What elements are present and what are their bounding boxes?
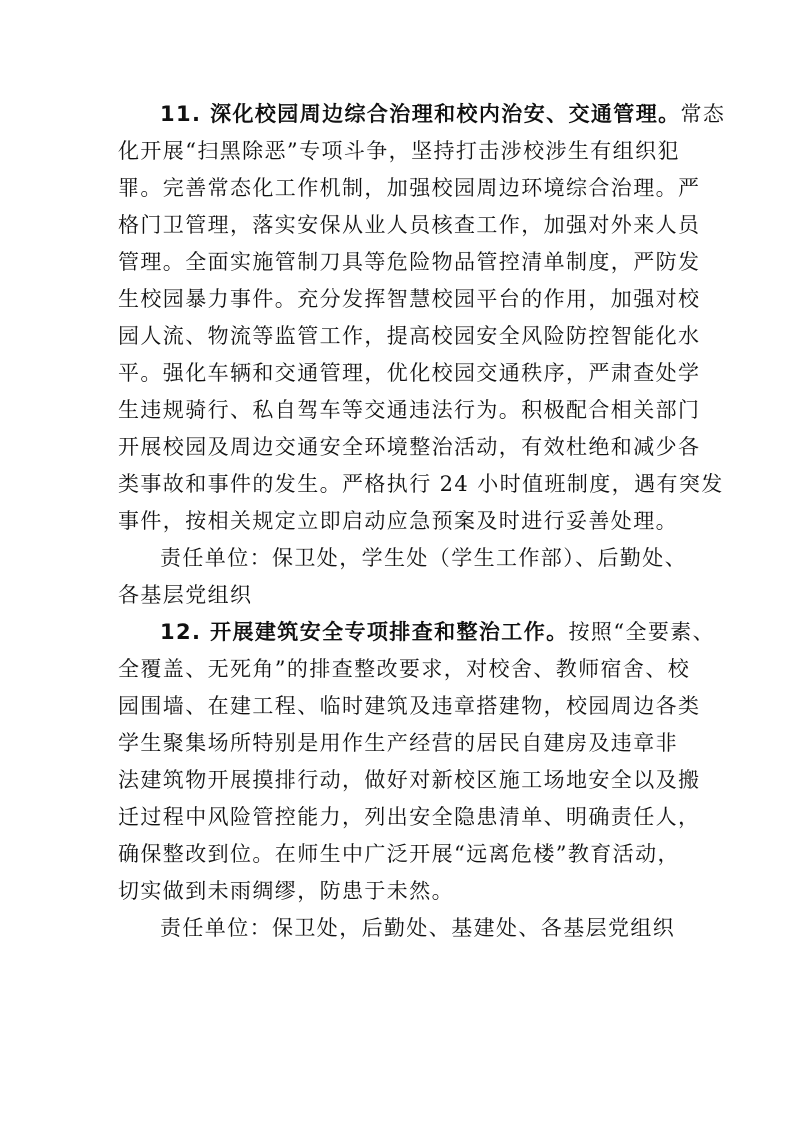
paragraph-line: 法建筑物开展摸排行动，做好对新校区施工场地安全以及搬 xyxy=(118,768,701,792)
paragraph-line: 全覆盖、无死角”的排查整改要求，对校舍、教师宿舍、校 xyxy=(118,657,691,681)
paragraph-line: 开展校园及周边交通安全环境整治活动，有效杜绝和减少各 xyxy=(118,435,701,459)
document-body xyxy=(118,96,726,947)
paragraph-line: 确保整改到位。在师生中广泛开展“远离危楼”教育活动， xyxy=(118,842,680,866)
responsibility-line: 责任单位：保卫处，学生处（学生工作部）、后勤处、 xyxy=(160,546,688,570)
paragraph-line: 平。强化车辆和交通管理，优化校园交通秩序，严肃查处学 xyxy=(118,361,701,385)
responsibility-line: 各基层党组织 xyxy=(118,583,253,607)
paragraph-line: 管理。全面实施管制刀具等危险物品管控清单制度，严防发 xyxy=(118,250,701,274)
section-heading: 11. 深化校园周边综合治理和校内治安、交通管理。 xyxy=(160,102,681,126)
responsibility-line: 责任单位：保卫处，后勤处、基建处、各基层党组织 xyxy=(160,916,676,940)
paragraph-line: 切实做到未雨绸缪，防患于未然。 xyxy=(118,879,454,903)
paragraph-line: 学生聚集场所特别是用作生产经营的居民自建房及违章非 xyxy=(118,731,678,755)
paragraph-line: 生校园暴力事件。充分发挥智慧校园平台的作用，加强对校 xyxy=(118,287,701,311)
paragraph-line: 类事故和事件的发生。严格执行 24 小时值班制度，遇有突发 xyxy=(118,472,724,496)
paragraph-line xyxy=(118,96,726,133)
paragraph-line: 园围墙、在建工程、临时建筑及违章搭建物，校园周边各类 xyxy=(118,694,701,718)
paragraph-line: 事件，按相关规定立即启动应急预案及时进行妥善处理。 xyxy=(118,509,678,533)
paragraph-line: 格门卫管理，落实安保从业人员核查工作，加强对外来人员 xyxy=(118,213,701,237)
paragraph-line: 园人流、物流等监管工作，提高校园安全风险防控智能化水 xyxy=(118,324,701,348)
paragraph-line: 迁过程中风险管控能力，列出安全隐患清单、明确责任人， xyxy=(118,805,701,829)
body-text: 常态 xyxy=(680,102,726,126)
paragraph-line: 罪。完善常态化工作机制，加强校园周边环境综合治理。严 xyxy=(118,176,701,200)
section-12 xyxy=(118,614,716,947)
paragraph-line: 生违规骑行、私自驾车等交通违法行为。积极配合相关部门 xyxy=(118,398,701,422)
paragraph-line: 化开展“扫黑除恶”专项斗争，坚持打击涉校涉生有组织犯 xyxy=(118,139,680,163)
paragraph-line xyxy=(118,614,716,651)
body-text: 按照“全要素、 xyxy=(568,620,716,644)
section-heading: 12. 开展建筑安全专项排查和整治工作。 xyxy=(160,620,569,644)
section-11 xyxy=(118,96,726,614)
